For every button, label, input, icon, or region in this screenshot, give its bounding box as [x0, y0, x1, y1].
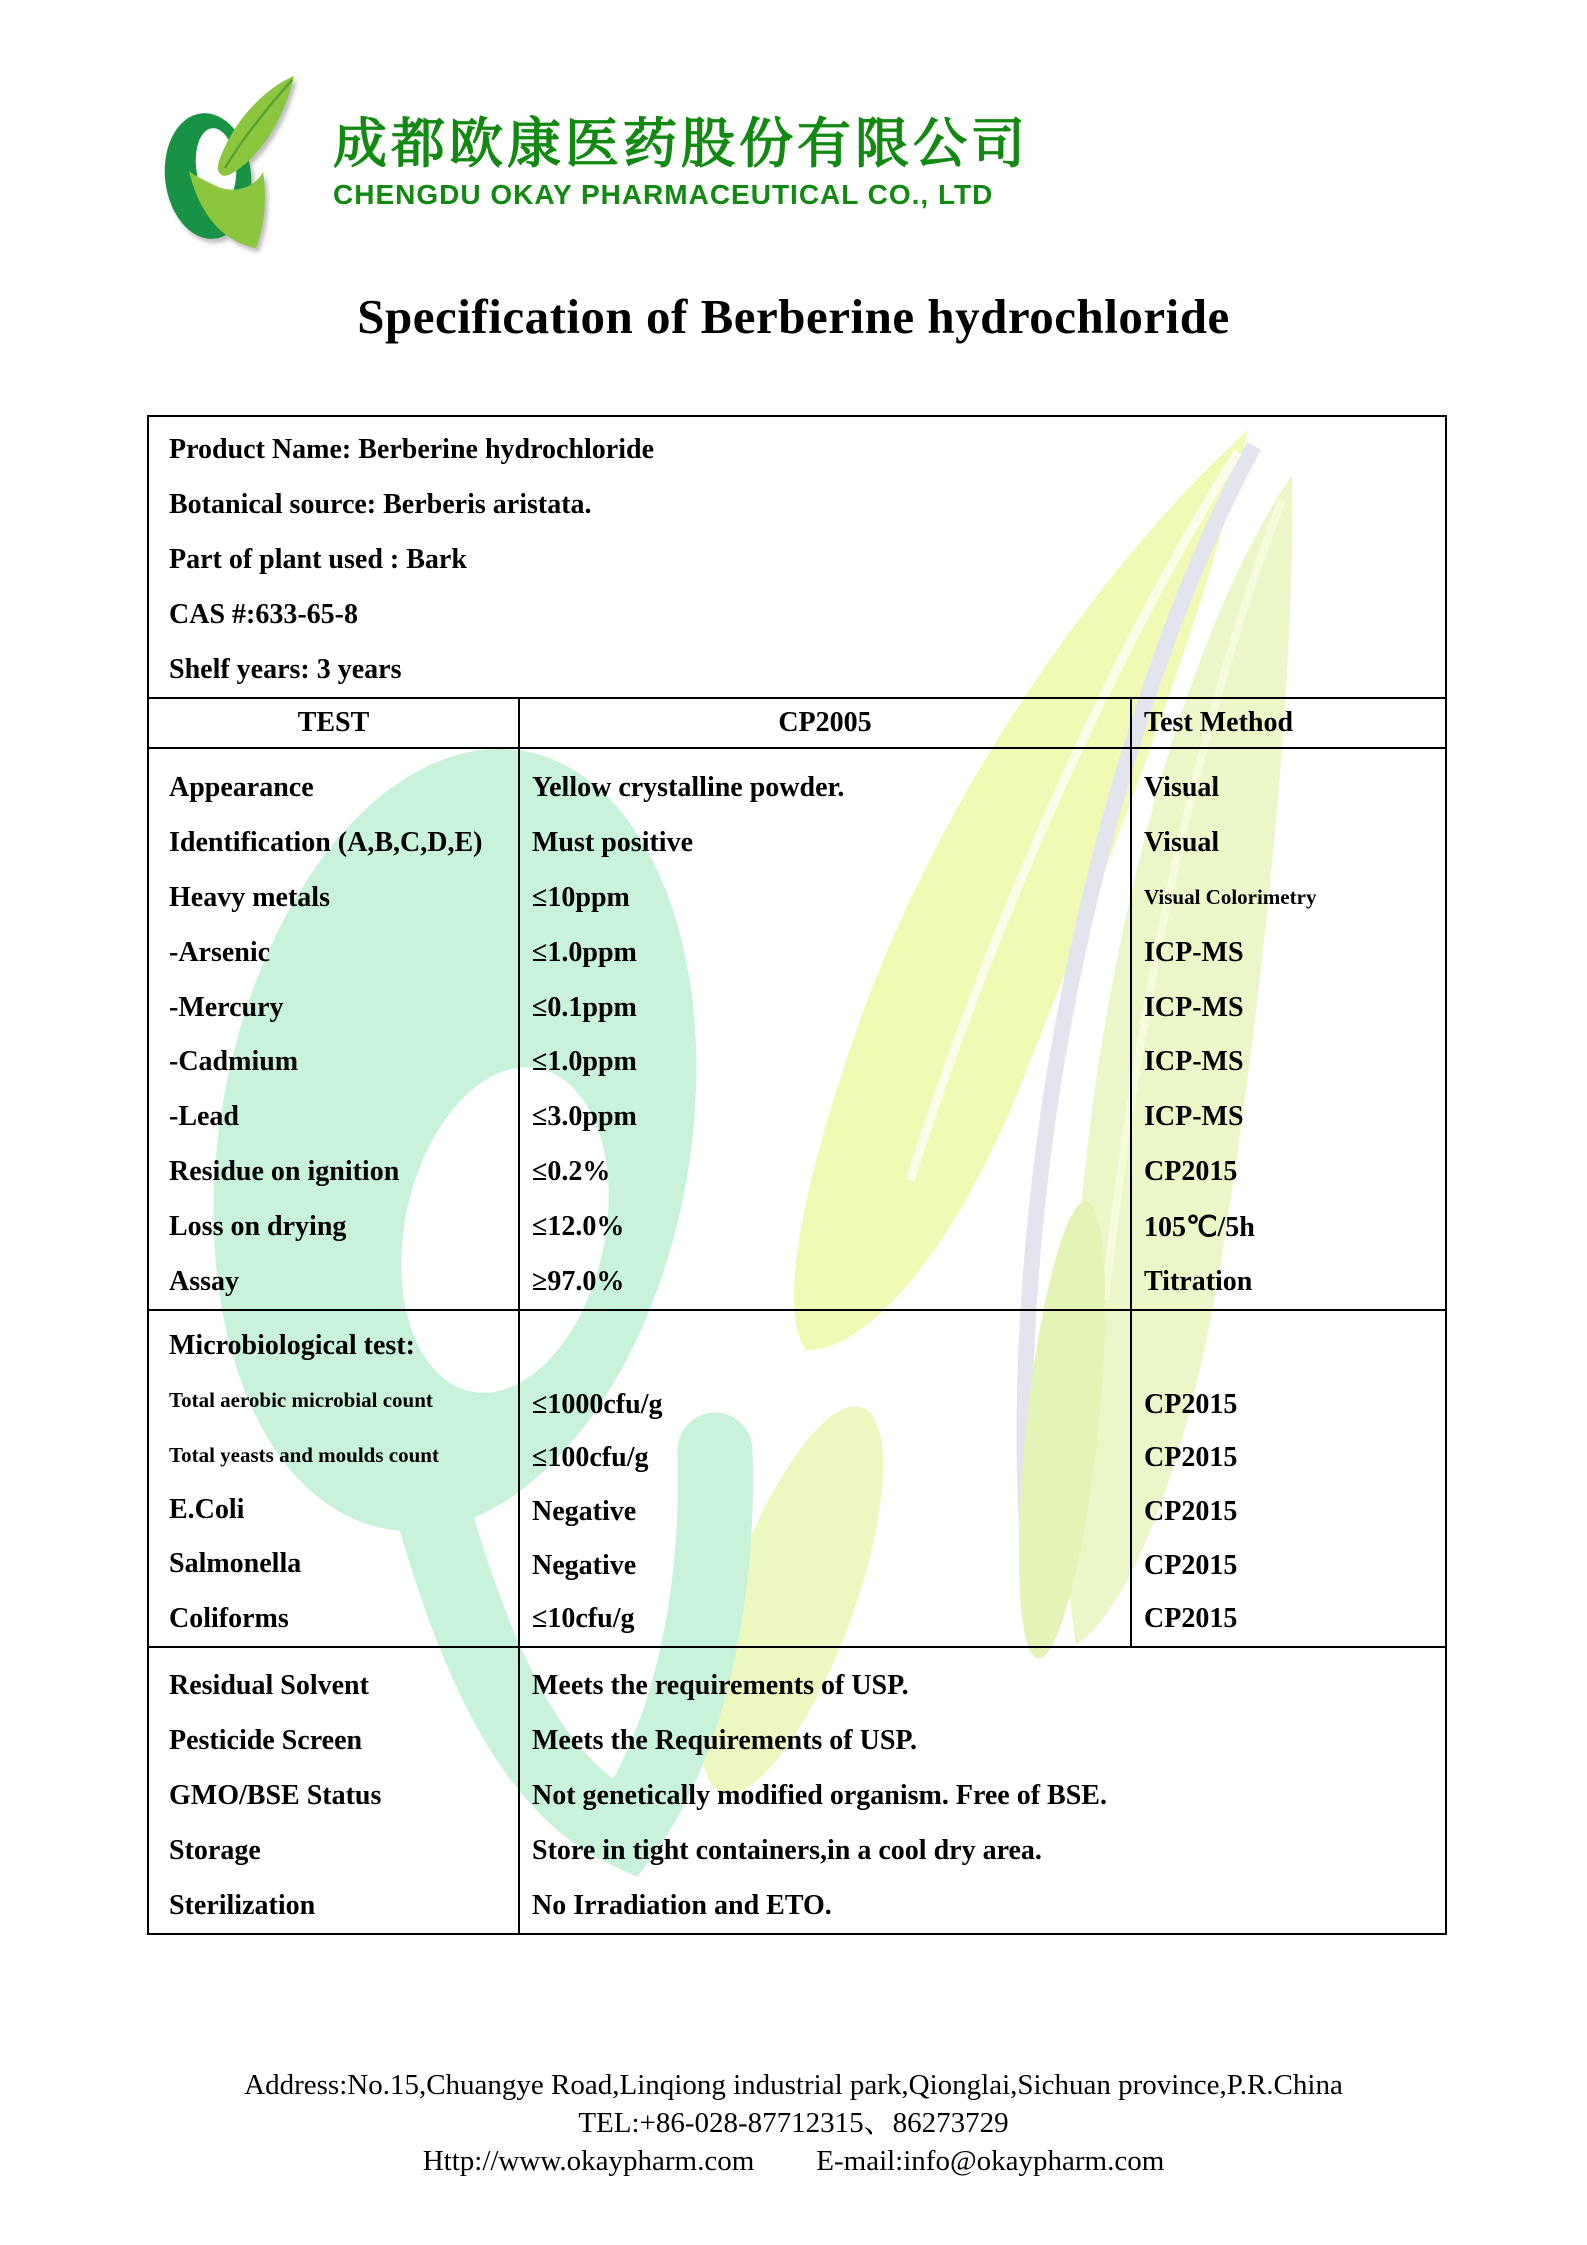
footer-tel: TEL:+86-028-87712315、86273729 [578, 2107, 1009, 2139]
test-name-cell: Heavy metals [169, 881, 330, 913]
test-method-cell: Visual [1144, 772, 1220, 804]
main-specs-section [149, 749, 1445, 1311]
table-header-row [149, 699, 1445, 749]
test-name-cell: GMO/BSE Status [169, 1779, 382, 1811]
test-method-cell: 105℃/5h [1144, 1211, 1255, 1243]
test-name-cell: Loss on drying [169, 1210, 347, 1242]
footer-address: Address:No.15,Chuangye Road,Linqiong industrial park,Qionglai,Sichuan province,P.R.China [244, 2069, 1343, 2101]
footer-email: E-mail:info@okaypharm.com [816, 2145, 1165, 2177]
spec-value-cell: ≤3.0ppm [532, 1101, 637, 1133]
test-method-cell: ICP-MS [1144, 1101, 1244, 1133]
column-header-test-method: Test Method [1144, 707, 1294, 738]
test-method-cell: Visual Colorimetry [1144, 885, 1317, 910]
test-name-cell: Residue on ignition [169, 1155, 400, 1187]
test-name-cell: Assay [169, 1265, 240, 1297]
test-name-cell: -Arsenic [169, 936, 271, 968]
test-name-cell: Identification (A,B,C,D,E) [169, 827, 483, 859]
spec-value-column [520, 749, 1132, 1309]
test-name-cell: Storage [169, 1834, 261, 1866]
micro-section-title: Microbiological test: [169, 1330, 415, 1362]
company-name-english: CHENGDU OKAY PHARMACEUTICAL CO., LTD [333, 179, 994, 210]
spec-value-cell: ≤10cfu/g [532, 1603, 635, 1635]
microbiological-section [149, 1311, 1445, 1648]
spec-value-cell: Store in tight containers,in a cool dry area. [532, 1834, 1042, 1866]
general-section [149, 1648, 1445, 1933]
footer-website: Http://www.okaypharm.com [422, 2145, 755, 2177]
test-name-cell: -Cadmium [169, 1046, 299, 1078]
test-name-cell: -Mercury [169, 991, 284, 1023]
test-name-cell: Total aerobic microbial count [169, 1388, 433, 1413]
spec-value-cell: ≤10ppm [532, 881, 630, 913]
spec-value-cell: Not genetically modified organism. Free of BSE. [532, 1779, 1107, 1811]
test-method-cell: CP2015 [1144, 1155, 1238, 1187]
spec-value-cell: No Irradiation and ETO. [532, 1889, 832, 1921]
footer-contact-line [0, 2142, 1587, 2180]
test-method-column [1132, 1311, 1445, 1646]
test-name-cell: Pesticide Screen [169, 1724, 363, 1756]
test-method-cell: Titration [1144, 1265, 1253, 1297]
spec-value-cell: Meets the Requirements of USP. [532, 1724, 917, 1756]
test-method-column [1132, 749, 1445, 1309]
product-info-line: Product Name: Berberine hydrochloride [169, 434, 655, 466]
spec-value-cell: Must positive [532, 827, 693, 859]
product-info-line: CAS #:633-65-8 [169, 598, 358, 630]
spec-value-cell: Meets the requirements of USP. [532, 1669, 909, 1701]
page-footer [0, 2066, 1587, 2180]
test-method-cell: ICP-MS [1144, 991, 1244, 1023]
spec-value-cell: ≤0.1ppm [532, 991, 637, 1023]
test-name-cell: Total yeasts and moulds count [169, 1442, 439, 1467]
test-method-cell: ICP-MS [1144, 936, 1244, 968]
company-logo-icon [113, 66, 305, 314]
spec-value-cell: Negative [532, 1549, 637, 1581]
spec-value-cell: Negative [532, 1495, 637, 1527]
spec-value-cell: Yellow crystalline powder. [532, 772, 845, 804]
test-name-column [149, 1311, 520, 1646]
test-method-cell: CP2015 [1144, 1549, 1238, 1581]
test-name-cell: Sterilization [169, 1889, 316, 1921]
test-name-column [149, 1648, 520, 1933]
spec-value-cell: ≤0.2% [532, 1155, 611, 1187]
company-header [333, 112, 1029, 211]
specification-table [147, 415, 1447, 1935]
column-header-test: TEST [149, 699, 520, 747]
test-method-cell: CP2015 [1144, 1388, 1238, 1420]
spec-value-cell: ≥97.0% [532, 1265, 625, 1297]
test-method-cell: Visual [1144, 827, 1220, 859]
test-method-cell: CP2015 [1144, 1603, 1238, 1635]
test-method-cell: CP2015 [1144, 1495, 1238, 1527]
page-title: Specification of Berberine hydrochloride [357, 289, 1230, 344]
spec-value-cell: ≤1.0ppm [532, 936, 637, 968]
spec-value-cell: ≤1.0ppm [532, 1046, 637, 1078]
product-info-section [149, 417, 1445, 699]
test-name-cell: Residual Solvent [169, 1669, 369, 1701]
company-name-chinese: 成都欧康医药股份有限公司 [333, 114, 1029, 174]
product-info-line: Botanical source: Berberis aristata. [169, 489, 592, 521]
product-info-line: Part of plant used : Bark [169, 543, 467, 575]
spec-value-column [520, 1311, 1132, 1646]
test-name-cell: Appearance [169, 772, 314, 804]
spec-value-cell: ≤100cfu/g [532, 1442, 649, 1474]
spec-value-column [520, 1648, 1445, 1933]
column-header-cp2005: CP2005 [520, 699, 1132, 747]
spec-value-cell: ≤1000cfu/g [532, 1388, 663, 1420]
product-info-line: Shelf years: 3 years [169, 653, 402, 685]
test-name-cell: Salmonella [169, 1548, 302, 1580]
test-name-cell: E.Coli [169, 1493, 245, 1525]
test-method-cell: CP2015 [1144, 1442, 1238, 1474]
test-name-cell: -Lead [169, 1101, 239, 1133]
test-name-column [149, 749, 520, 1309]
test-method-cell: ICP-MS [1144, 1046, 1244, 1078]
spec-value-cell: ≤12.0% [532, 1210, 625, 1242]
test-name-cell: Coliforms [169, 1602, 289, 1634]
